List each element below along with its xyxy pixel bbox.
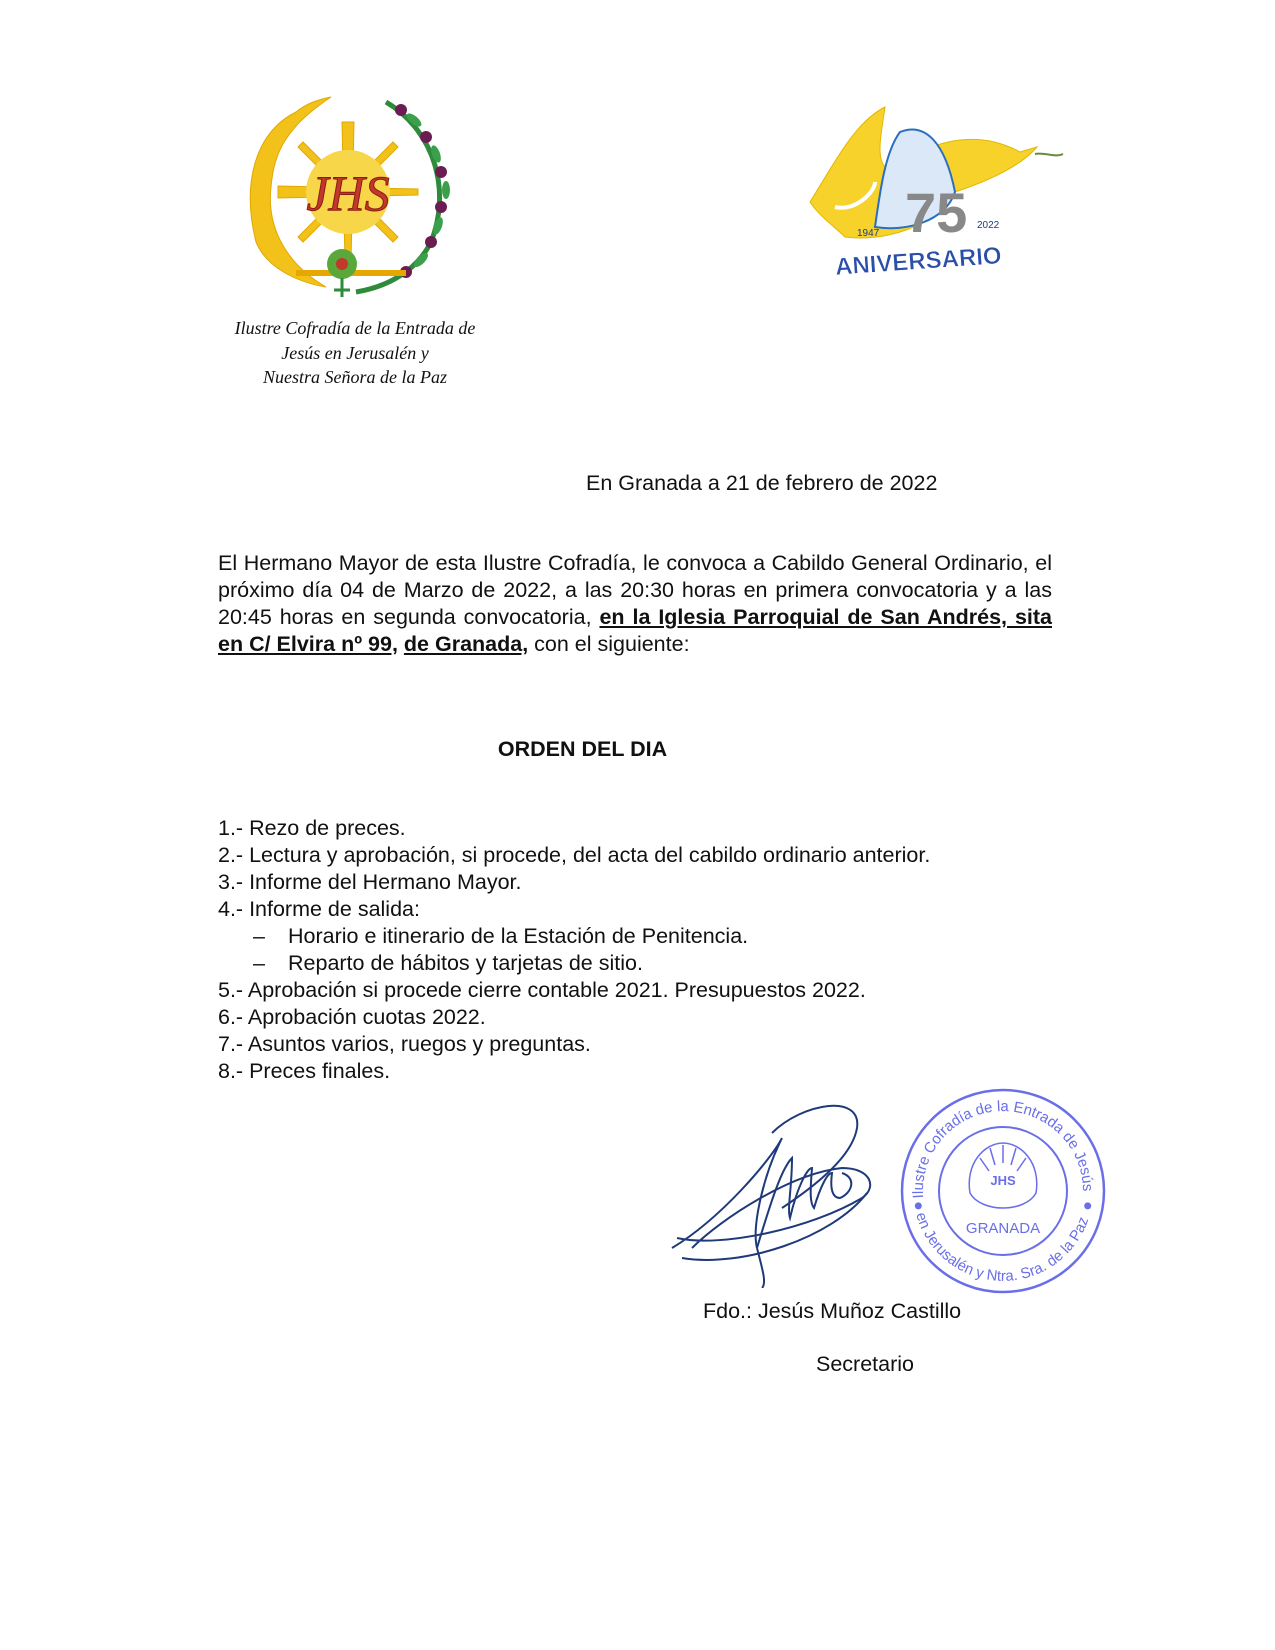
jhs-emblem-icon <box>236 92 464 308</box>
agenda-subitem <box>218 950 930 977</box>
venue-text: en la Iglesia Parroquial de San Andrés, sita en C/ Elvira nº 99, <box>218 605 1052 656</box>
agenda-item: 2.- Lectura y aprobación, si procede, del acta del cabildo ordinario anterior. <box>218 843 931 867</box>
stamp-dot <box>1084 1202 1091 1209</box>
agenda-item: 5.- Aprobación si procede cierre contable 2021. Presupuestos 2022. <box>218 978 866 1002</box>
anniversary-number: 75 <box>905 181 968 244</box>
subitem-text: Reparto de hábitos y tarjetas de sitio. <box>288 951 643 975</box>
handwritten-signature-icon <box>662 1098 882 1288</box>
convocation-paragraph <box>218 550 1052 658</box>
agenda-item: 7.- Asuntos varios, ruegos y preguntas. <box>218 1032 591 1056</box>
agenda-list <box>218 815 930 1085</box>
agenda-subitem <box>218 923 930 950</box>
signer-role: Secretario <box>816 1352 914 1376</box>
agenda-title: ORDEN DEL DIA <box>497 737 668 761</box>
stamp-city-text: GRANADA <box>965 1220 1041 1237</box>
anniversary-word: ANIVERSARIO <box>834 242 1003 281</box>
caption-line: Jesús en Jerusalén y <box>281 342 429 363</box>
stamp-ring-top: Ilustre Cofradía de la Entrada de Jesús <box>909 1098 1097 1199</box>
agenda-item: 8.- Preces finales. <box>218 1059 391 1083</box>
official-stamp-icon <box>895 1083 1111 1299</box>
caption-line: Ilustre Cofradía de la Entrada de <box>234 318 476 338</box>
brotherhood-caption <box>205 316 505 390</box>
year-start: 1947 <box>857 228 880 239</box>
dash: – <box>253 951 265 975</box>
stamp-dot <box>915 1202 922 1209</box>
emblem-text: JHS <box>306 165 390 221</box>
agenda-item: 3.- Informe del Hermano Mayor. <box>218 870 522 894</box>
agenda-item: 4.- Informe de salida: <box>218 897 420 921</box>
dove-75-anniversary-icon <box>805 102 1070 287</box>
city-text: de Granada, <box>403 632 529 656</box>
paragraph-text: El Hermano Mayor de esta Ilustre Cofradía, le convoca a Cabildo General Ordinario, el próximo día 04 de Marzo de 2022, a las 20:30 horas en primera convocatoria y a las 20:45 horas en segunda convocatoria, <box>218 551 1052 629</box>
stamp-center-text: JHS <box>990 1173 1016 1188</box>
paragraph-end: con el siguiente: <box>528 632 690 656</box>
agenda-item: 1.- Rezo de preces. <box>218 816 406 840</box>
year-end: 2022 <box>977 220 1000 231</box>
stamp-ring-bottom: en Jerusalén y Ntra. Sra. de la Paz <box>912 1210 1093 1285</box>
agenda-item: 6.- Aprobación cuotas 2022. <box>218 1005 486 1029</box>
caption-line: Nuestra Señora de la Paz <box>263 367 447 387</box>
dash: – <box>253 924 265 948</box>
signed-by: Fdo.: Jesús Muñoz Castillo <box>703 1299 962 1323</box>
subitem-text: Horario e itinerario de la Estación de Penitencia. <box>288 924 749 948</box>
date-line: En Granada a 21 de febrero de 2022 <box>586 471 938 495</box>
